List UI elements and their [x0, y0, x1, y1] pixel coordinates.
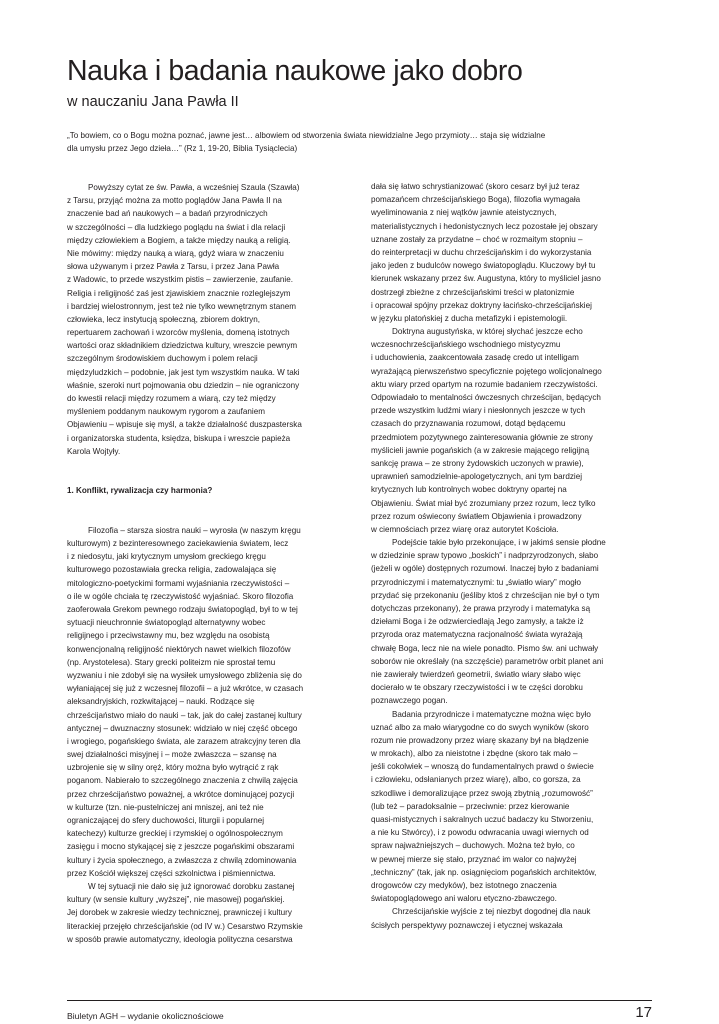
text-line: sytuacji nieuchronnie światopogląd alternatywny wobec [67, 618, 266, 628]
text-line: Filozofia – starsza siostra nauki – wyrosła (w naszym kręgu [88, 525, 301, 535]
text-line: światopoglądowego ani waloru etyczno-zbawczego. [371, 894, 557, 904]
text-line: (np. Arystotelesa). Stary grecki politeizm nie sprostał temu [67, 657, 276, 667]
text-line: wyłaniającej się już z wczesnej filozofii – a już wkrótce, w czasach [67, 684, 304, 694]
text-line: w szczególności – dla ludzkiego poglądu na świat i dla relacji [67, 222, 286, 232]
paragraph [371, 708, 649, 906]
text-line: właśnie, szeroki nurt pojmowania obu dziedzin – nie ograniczony [67, 380, 300, 390]
paragraph [371, 536, 649, 707]
text-line: quasi-mistycznych i sakralnych uczuć badaczy ku Stworzeniu, [371, 815, 594, 824]
text-line: w kulturze (tzn. nie-pustelniczej ani mniszej, ani też nie [67, 802, 264, 812]
text-line: chwałę Boga, lecz nie na wiele ponadto. Pismo św. ani uchwały [371, 643, 599, 653]
text-line: ograniczającej do sfery duchowości, liturgii i popularnej [67, 816, 265, 826]
text-line: w dziedzinie spraw typowo „boskich” i nadprzyrodzonych, słabo [371, 551, 599, 561]
text-line: nie zawierały twierdzeń geometrii, światło wiary słabo więc [371, 669, 581, 679]
text-line: i bardziej wielostronnym, jest też nie tylko wewnętrznym stanem [67, 301, 296, 311]
paragraph [371, 325, 649, 536]
text-line: Chrześcijańskie wyjście z tej niezbyt dogodnej dla nauk [392, 907, 591, 917]
text-line: dała się łatwo schrystianizować (skoro cesarz był już teraz [371, 182, 580, 191]
text-line: W tej sytuacji nie dało się już ignorować dorobku zastanej [88, 881, 295, 891]
text-line: czasach do przyznawania rozumowi, dotąd będącemu [371, 419, 566, 429]
text-line: wczesnochrześcijańskiego wschodniego mistycyzmu [371, 340, 561, 350]
text-line: (jeżeli w ogóle) dostępnych rozumowi. Inaczej było z badaniami [371, 564, 599, 574]
paragraph [67, 524, 345, 880]
text-line: kulturowym) z bezinteresownego zaciekawienia światem, lecz [67, 539, 289, 549]
text-line: uzbrojenie się w silny oręż, który można było wytrącić z rąk [67, 763, 279, 773]
text-line: przez chrześcijaństwo poważnej, a wkrótce dominującej pozycji [67, 789, 295, 799]
text-line: wartości oraz składnikiem dziedzictwa kultury, wreszcie pewnym [67, 341, 298, 351]
text-line: Objawieniu. Świat miał być zrozumiany przez rozum, lecz tylko [371, 498, 596, 508]
text-line: w sposób prawie automatyczny, ideologia polityczna cesarstwa [67, 934, 293, 944]
text-line: i uduchowienia, zaakcentowała zasadę credo ut intelligam [371, 353, 579, 363]
text-line: konwencjonalną religijność niektórych nawet wielkich filozofów [67, 644, 291, 654]
text-line: w ciemnościach przez wiarę oraz autorytet Kościoła. [371, 524, 559, 534]
text-line: o ile w ogóle chciała tę rzeczywistość wyjaśniać. Skoro filozofia [67, 591, 294, 601]
text-line: repertuarem zachowań i wzorców myślenia, domeną istotnych [67, 328, 290, 338]
left-column [67, 181, 345, 946]
text-line: Nie mówimy: między nauką a wiarą, gdyż wiara w znaczeniu [67, 248, 284, 258]
text-line: jeśli cokolwiek – wnoszą do fundamentalnych prawd o świecie [371, 762, 594, 772]
paragraph-spacer [67, 498, 345, 524]
text-line: Powyższy cytat ze św. Pawła, a wcześniej Szaula (Szawła) [88, 183, 300, 192]
text-line: zasięgu i mocno stykającej się z jeszcze pogańskimi obszarami [67, 842, 295, 852]
text-line: poganom. Nabierało to szczególnego znaczenia z chwilą zajęcia [67, 776, 298, 786]
text-line: Odpowiadało to mentalności ówczesnych chrześcijan, będących [371, 393, 601, 402]
text-line: Podejście takie było przekonujące, i w jakimś sensie płodne [392, 538, 606, 548]
text-line: między człowiekiem a Bogiem, a także między nauką a religią. [67, 235, 291, 245]
text-line: kultury (w sensie kultury „wyższej”, nie masowej) pogańskiej. [67, 895, 285, 905]
text-line: Badania przyrodnicze i matematyczne można więc było [392, 709, 591, 719]
text-line: z Wadowic, to przede wszystkim pistis – zawierzenie, zaufanie. [67, 275, 293, 285]
article-subtitle: w nauczaniu Jana Pawła II [67, 94, 239, 110]
text-line: materialistycznych i hedonistycznych lecz pozostałe jej obszary [371, 221, 598, 231]
text-line: Jej dorobek w zakresie wiedzy technicznej, prawniczej i kultury [67, 908, 292, 918]
text-line: dotychczas przekonany), że prawa przyrody i matematyka są [371, 604, 591, 613]
text-line: szkodliwe i demoralizujące przez swoją zbytnią „rozumowość” [371, 788, 593, 798]
text-line: i człowieku, odsłanianych przez wiarę), albo, co gorsza, za [371, 775, 581, 785]
text-line: przyrodniczymi i matematycznymi: tu „światło wiary” mogło [371, 577, 582, 587]
text-line: religijnego i przeciwstawny mu, bez względu na osobistą [67, 631, 270, 641]
article-title: Nauka i badania naukowe jako dobro [67, 55, 523, 87]
text-line: poznawczego pogan. [371, 696, 448, 706]
paragraph [371, 905, 649, 931]
text-line: przede wszystkim ludźmi wiary i niesłonnych jeszcze w tych [371, 406, 586, 416]
text-line: katechezy) kulturze greckiej i rzymskiej o ogólnospołecznym [67, 829, 283, 839]
text-line: soborów nie określały (na szczęście) parametrów orbit planet ani [371, 656, 604, 666]
epigraph [67, 129, 667, 155]
text-line: jako jeden z budulców nowego światopoglądu. Kluczowy był tu [371, 261, 596, 271]
text-line: uznać albo za mało wiarygodne co do swych wyników (skoro [371, 722, 589, 732]
text-line: wyzwaniu i nie zdobył się na wysiłek umysłowego zbliżenia się do [67, 670, 302, 680]
text-line: i opracował spójny przekaz doktryny łacińsko-chrześcijańskiej [371, 300, 592, 310]
text-line: a nie ku Stwórcy), i z powodu odwracania uwagi wiernych od [371, 828, 589, 838]
epigraph-line: dla umysłu przez Jego dzieła…” (Rz 1, 19-20, Biblia Tysiąclecia) [67, 144, 298, 154]
text-line: sankcję prawa – ze strony żydowskich uczonych w prawie), [371, 458, 584, 468]
paragraph [67, 880, 345, 946]
text-line: Religia i religijność zaś jest zjawiskiem znacznie rozleglejszym [67, 288, 291, 298]
text-line: szczególnym środowiskiem duchowym i polem relacji [67, 354, 258, 364]
paragraph [371, 180, 649, 325]
paragraph-spacer [67, 458, 345, 484]
text-line: przedmiotem pozytywnego zainteresowania głównie ze strony [371, 432, 593, 442]
text-line: literackiej przejęło chrześcijańskie (od IV w.) Cesarstwo Rzymskie [67, 921, 303, 931]
text-line: docierało w te obszary rzeczywistości i w te części dorobku [371, 683, 583, 693]
text-line: dostrzegł zbieżne z chrześcijańskimi treści w platonizmie [371, 287, 575, 297]
text-line: Karola Wojtyły. [67, 446, 121, 456]
text-line: rozum nie prowadzony przez wiarę skazany był na błądzenie [371, 735, 589, 745]
text-line: i organizatorska studenta, księdza, biskupa i wreszcie papieża [67, 433, 291, 443]
text-line: ścisłych perspektywy poznawczej i etycznej wskazała [371, 920, 563, 930]
text-line: i z niedosytu, jaki krytycznym umysłom greckiego kręgu [67, 552, 266, 562]
paragraph [67, 181, 345, 458]
footer-divider [67, 1000, 652, 1001]
text-line: „techniczny” (tak, jak np. osiągnięciom pogańskich architektów, [371, 867, 597, 877]
text-line: kierunek wskazany przez św. Augustyna, który to myśliciel jasno [371, 274, 601, 284]
section-heading: 1. Konflikt, rywalizacja czy harmonia? [67, 486, 213, 496]
text-line: w pewnej mierze się stało, przyznać im walor co najwyżej [371, 854, 577, 864]
text-line: wyeliminowania z niej wątków jawnie ateistycznych, [371, 208, 557, 218]
text-line: (lub też – paradoksalnie – przeciwnie: przez kierowanie [371, 801, 570, 811]
text-line: dziełami Boga i że odzwierciedlają Jego zamysły, a także iż [371, 617, 584, 627]
text-line: aleksandryjskich, rozkwitającej – nauki. Rodzące się [67, 697, 255, 707]
text-line: przydać się przekonaniu (jeśliby ktoś z chrześcijan nie był o tym [371, 590, 600, 600]
text-line: z Tarsu, przyjąć można za motto poglądów Jana Pawła II na [67, 196, 282, 206]
text-line: drogowców czy medyków), bez istotnego znaczenia [371, 880, 557, 890]
text-line: człowieka, lecz instytucją społeczną, zbiorem doktryn, [67, 314, 260, 324]
text-line: Objawieniu – wpisuje się myśl, a także działalność duszpasterska [67, 420, 302, 430]
text-line: kultury i życia społecznego, a zwłaszcza z chwilą zdominowania [67, 855, 297, 865]
text-line: chrześcijaństwo miało do nauki – tak, jak do całej zastanej kultury [67, 710, 302, 720]
text-line: w języku platońskiej z ducha metafizyki i epistemologii. [371, 313, 568, 323]
text-line: przez Kościół większej części szkolnictwa i piśmiennictwa. [67, 868, 276, 878]
text-line: zaoferowała Grekom pewnego rodzaju światopogląd, był to w tej [67, 605, 298, 615]
text-line: przyroda oraz matematyczna racjonalność świata wyrażają [371, 630, 583, 640]
text-line: antycznej – dwuznaczny stosunek: widziało w niej część obcego [67, 723, 298, 733]
right-column [371, 180, 649, 932]
text-line: Doktryna augustyńska, w której słychać jeszcze echo [392, 327, 583, 337]
text-line: myśleniem poddanym naukowym rygorom a zaufaniem [67, 407, 265, 417]
text-line: uprawnień samodzielnie-apologetycznych, ani tym bardziej [371, 472, 582, 482]
page-number: 17 [635, 1004, 652, 1021]
text-line: spraw najważniejszych – duchowych. Można też było, co [371, 841, 575, 851]
text-line: słowa używanym i przez Pawła z Tarsu, i przez Jana Pawła [67, 262, 280, 272]
text-line: swej działalności misyjnej i – może zwłaszcza – szansę na [67, 750, 277, 760]
text-line: krytycznych lub kontrolnych wobec doktryny opartej na [371, 485, 567, 495]
text-line: międzyludzkich – podobnie, jak jest tym wszystkim nauka. W taki [67, 367, 300, 377]
text-line: w mrokach), albo za nieistotne i zbędne (skoro tak mało – [371, 749, 578, 759]
text-line: kulturowego pozostawiała grecka religia, zadowalająca się [67, 565, 277, 575]
text-line: i wrogiego, pogańskiego świata, ale zarazem atrakcyjny teren dla [67, 736, 301, 746]
text-line: znaczenie bad ań naukowych – a badań przyrodniczych [67, 209, 268, 219]
text-line: do kwestii relacji między rozumem a wiarą, czy też między [67, 394, 276, 403]
epigraph-line: „To bowiem, co o Bogu można poznać, jawne jest… albowiem od stworzenia świata niewidzialne Jego przymioty… staja się widzialne [67, 131, 546, 140]
text-line: uznane zostały za przydatne – choć w rozmaitym stopniu – [371, 234, 583, 244]
footer-publication: Biuletyn AGH – wydanie okolicznościowe [67, 1011, 224, 1021]
text-line: mitologiczno-poetyckimi formami wyjaśniania rzeczywistości – [67, 578, 290, 588]
text-line: myślicieli jawnie pogańskich (a w zakresie mającego religijną [371, 445, 590, 455]
text-line: aktu wiary przed opartym na rozumie badaniem rzeczywistości. [371, 379, 598, 389]
text-line: przez rozum oświecony światłem Objawienia i prowadzony [371, 511, 582, 521]
text-line: wyrażającą pierwszeństwo specyficznie pojętego wolicjonalnego [371, 366, 602, 376]
text-line: do reinterpretacji w duchu chrześcijańskim i do wykorzystania [371, 247, 592, 257]
text-line: pomazańcem chrześcijańskiego Boga), filozofia wymagała [371, 195, 581, 205]
